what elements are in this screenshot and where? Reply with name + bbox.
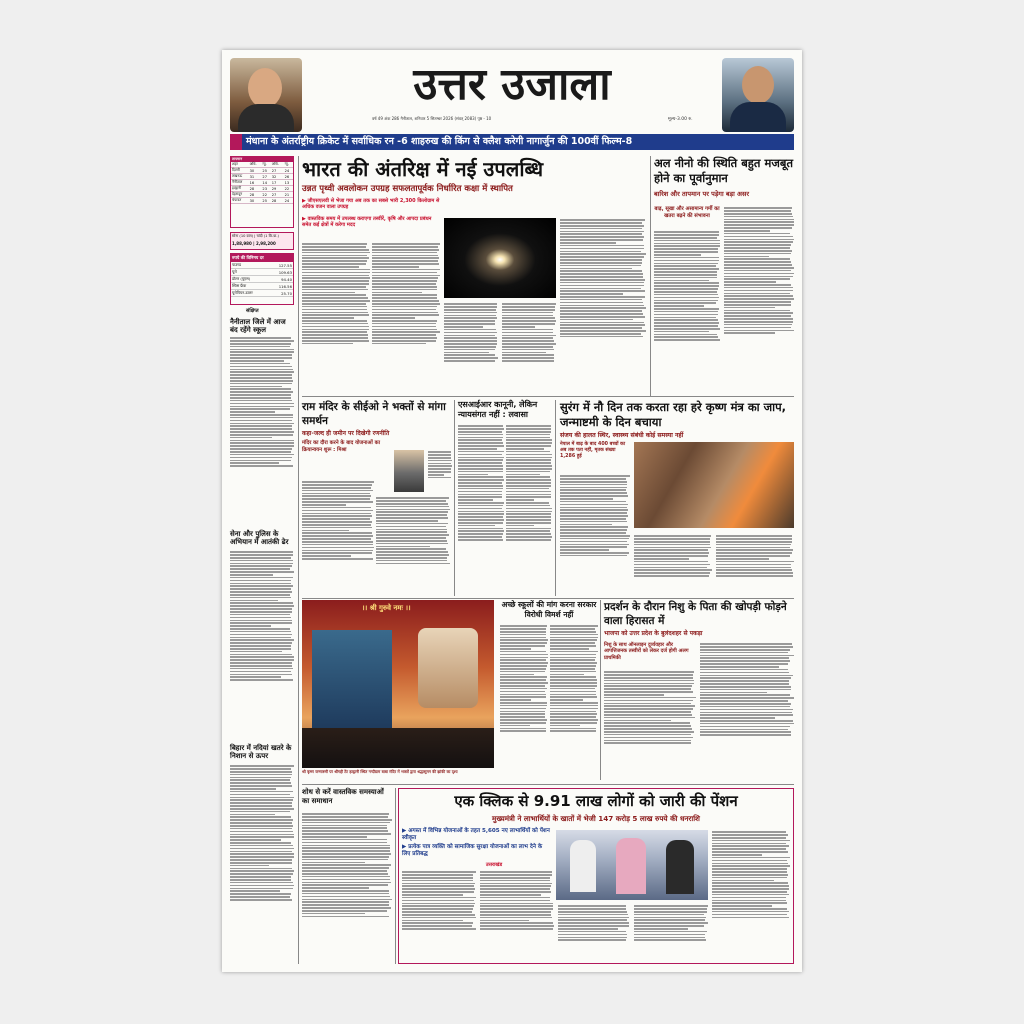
ram-body-col0 (428, 450, 452, 494)
rate-cell: 94.40 (268, 276, 293, 283)
exchange-rate-title: रुपये की विनिमय दर (231, 254, 293, 262)
weather-cell: नैनीताल (231, 180, 249, 186)
weather-cell: 28 (249, 186, 262, 192)
weather-header: अधि. (271, 162, 284, 168)
gold-silver-label: सोना (10 ग्राम) | चांदी (1 कि.ग्रा.) (232, 234, 279, 238)
tunnel-box-headline: नेपाल में बाढ़ के बाद 400 बच्चों का अब तक पता नहीं, मृतक संख्या 1,286 हुई (560, 442, 626, 459)
weather-cell: हल्द्वानी (231, 186, 249, 192)
tunnel-body-col3 (716, 534, 794, 596)
nishu-subheadline: भाजपा को उत्तर प्रदेश के बुलंदशहर से पकड़ा (604, 630, 703, 637)
weather-cell: 17 (271, 180, 284, 186)
weather-cell: 24 (284, 198, 293, 204)
weather-cell: 27 (261, 174, 270, 180)
rate-row (231, 269, 293, 276)
weather-cell: 16 (249, 180, 262, 186)
weather-cell: 28 (249, 192, 262, 198)
tunnel-body-col2 (634, 534, 712, 596)
weather-title: तापमान (231, 157, 293, 162)
elnino-headline: अल नीनो की स्थिति बहुत मजबूत होने का पूर्वानुमान (654, 156, 793, 185)
brief-section-label: संक्षिप्त (246, 308, 259, 314)
masthead-dateline: वर्ष 49 अंक 286 नैनीताल, शनिवार 5 सितम्बर 2026 (संवत् 2083) पृष्ठ - 10 (372, 116, 492, 121)
sia-headline: एसआईआर कानूनी, लेकिन न्यायसंगत नहीं : लवासा (458, 400, 538, 419)
masthead-photo-left (230, 58, 302, 132)
lead-body-col2 (372, 242, 440, 392)
weather-cell: 24 (284, 168, 293, 174)
ram-photo (394, 450, 424, 492)
weather-cell: 32 (271, 174, 284, 180)
pension-subheadline: मुख्यमंत्री ने लाभार्थियों के खातों में भेजी 147 करोड़ 5 लाख रुपये की धनराशि (492, 814, 700, 823)
elnino-body-col2 (724, 206, 794, 392)
lead-subheadline: उन्नत पृथ्वी अवलोकन उपग्रह सफलतापूर्वक निर्धारित कक्षा में स्थापित (302, 184, 513, 194)
tunnel-headline: सुरंग में नौ दिन तक करता रहा हरे कृष्ण मंत्र का जाप, जन्माष्टमी के दिन बचाया (560, 400, 787, 429)
nishu-headline: प्रदर्शन के दौरान निशु के पिता की खोपड़ी फोड़ने वाला हिरासत में (604, 601, 787, 627)
weather-header: अधि. (249, 162, 262, 168)
rate-cell: यूरोपियन-डालर (231, 290, 268, 297)
tunnel-subheadline: संजय की हालत स्थिर, स्वास्थ्य संबंधी कोई समस्या नहीं (560, 432, 684, 439)
ram-headline: राम मंदिर के सीईओ ने भक्तों से मांगा समर्थन (302, 401, 446, 427)
lead-bullet-2: ▶ वास्तविक समय में उपलब्ध कराएगा तस्वीरें, कृषि और आपदा प्रबंधन समेत कई क्षेत्रों में करेगा मदद (302, 216, 432, 229)
schools-body-col2 (550, 624, 598, 780)
nishu-body-col2 (700, 642, 794, 780)
pension-body-col2 (480, 870, 554, 960)
pension-bullet-1: ▶ अगस्त में विभिन्न योजनाओं के तहत 5,605 नए लाभार्थियों को पेंशन स्वीकृत (402, 828, 550, 841)
weather-cell: 31 (249, 174, 262, 180)
weather-cell: 25 (261, 198, 270, 204)
masthead-title: उत्तर उजाला (413, 59, 611, 110)
rate-cell: डॉलर (यूएस) (231, 276, 268, 283)
ram-box-headline: मंदिर का दौरा करने के बाद योजनाओं का क्रियान्वयन शुरू : मिश्रा (302, 440, 380, 453)
gold-silver-box (230, 232, 294, 250)
masthead-photo-right (722, 58, 794, 132)
research-headline: शोध से करें वास्तविक समस्याओं का समाधान (302, 788, 384, 805)
sia-body-col1 (458, 424, 504, 596)
schools-body-col1 (500, 624, 548, 780)
schools-headline: अच्छे स्कूलों की मांग करना सरकार विरोधी विमर्श नहीं (501, 600, 597, 619)
ram-subheadline: कहा-जल्द ही जमीन पर दिखेगी रणनीति (302, 430, 390, 437)
weather-cell: 23 (261, 186, 270, 192)
pension-body-col5 (712, 830, 790, 960)
weather-row (231, 198, 293, 204)
ram-body-col2 (376, 496, 450, 595)
weather-header: न्यू. (284, 162, 293, 168)
elnino-body-col1 (654, 230, 720, 392)
masthead-price: मूल्य-3.00 रु. (668, 117, 693, 122)
research-body (302, 812, 392, 964)
devotional-photo (302, 600, 494, 768)
rate-cell: 109.63 (268, 269, 293, 276)
weather-cell: 22 (284, 186, 293, 192)
elnino-subheadline: बारिश और तापमान पर पड़ेगा बड़ा असर (654, 190, 750, 198)
brief-headline-3: बिहार में नदियां खतरे के निशान से ऊपर (230, 744, 292, 760)
weather-cell: 30 (249, 198, 262, 204)
tunnel-body-col1 (560, 474, 630, 596)
rate-row (231, 290, 293, 297)
brief-headline-1: नैनीताल जिले में आज बंद रहेंगे स्कूल (230, 318, 286, 334)
lead-headline: भारत की अंतरिक्ष में नई उपलब्धि (302, 157, 544, 181)
pension-bullet-2: ▶ प्रत्येक पात्र व्यक्ति को सामाजिक सुरक्षा योजनाओं का लाभ देने के लिए प्रतिबद्ध (402, 844, 543, 857)
rate-cell: पाउण्ड (231, 262, 268, 269)
rocket-photo (444, 218, 556, 298)
nishu-body-col1 (604, 670, 696, 780)
weather-cell: 14 (261, 180, 270, 186)
lead-body-col4 (502, 302, 556, 392)
rate-cell: 127.55 (268, 262, 293, 269)
rate-cell: यूरो (231, 269, 268, 276)
weather-cell: 30 (249, 168, 262, 174)
weather-cell: लखनऊ (231, 174, 249, 180)
weather-cell: दिल्ली (231, 168, 249, 174)
pension-body-col4 (634, 904, 708, 960)
weather-cell: देहरादून (231, 192, 249, 198)
brief-body-2 (230, 550, 294, 740)
rate-cell: स्विस फ्रैंक (231, 283, 268, 290)
lead-body-col3 (444, 302, 498, 392)
rate-cell: 116.56 (268, 283, 293, 290)
nishu-box-headline: निशु के साथ ऑनलाइन दुर्व्यवहार और आपत्तिजनक तस्वीरों को लेकर दर्ज होगी अलग प्राथमिकी (604, 642, 689, 661)
lead-body-col1 (302, 242, 370, 392)
rate-row (231, 283, 293, 290)
devotional-photo-caption: श्री कृष्ण जन्माष्टमी पर श्रीगद्दी टेंट हल्द्वानी स्थित नन्दीग्राम बाबा मंदिर में भक्तों द्वारा श्रद्धासुमन की झांकी का दृश्य (302, 769, 458, 774)
gold-silver-values: 1,88,980 | 2,98,200 (232, 241, 276, 246)
sia-body-col2 (506, 424, 552, 596)
pension-photo (556, 830, 708, 900)
lead-body-col5 (560, 218, 646, 392)
newspaper-page (222, 50, 802, 972)
weather-cell: 25 (261, 168, 270, 174)
lead-bullet-1: ▶ जीएसएलवी से भेजा गया अब तक का सबसे भारी 2,300 किलोग्राम से अधिक वजन वाला उपग्रह (302, 198, 440, 211)
pension-box-label: उत्तराखंड (485, 862, 503, 868)
weather-cell: 27 (271, 192, 284, 198)
weather-cell: 21 (284, 192, 293, 198)
headline-ticker[interactable] (230, 134, 794, 150)
weather-cell: 22 (261, 192, 270, 198)
weather-header: शहर (231, 162, 249, 168)
weather-cell: चंपावत (231, 198, 249, 204)
weather-box (230, 156, 294, 228)
rescue-photo (634, 442, 794, 528)
pension-headline: एक क्लिक से 9.91 लाख लोगों को जारी की पेंशन (454, 792, 738, 810)
weather-cell: 26 (284, 174, 293, 180)
pension-body-col1 (402, 870, 476, 960)
brief-body-1 (230, 336, 294, 526)
pension-body-col3 (558, 904, 630, 960)
exchange-rate-box (230, 253, 294, 305)
ticker-text: मंधाना के अंतर्राष्ट्रीय क्रिकेट में सर्वाधिक रन -6 शाहरुख की किंग से क्लैश करेगी नागार्जुन की 100वीं फिल्म-8 (246, 136, 633, 147)
weather-cell: 13 (284, 180, 293, 186)
devotional-banner: ।। श्री गुरुवे नमः ।। (362, 604, 411, 612)
brief-body-3 (230, 764, 294, 964)
brief-headline-2: सेना और पुलिस के अभियान में आतंकी ढेर (230, 530, 289, 546)
ram-body-col1 (302, 480, 374, 595)
weather-header: न्यू. (261, 162, 270, 168)
elnino-side-headline: बाढ़, सूखा और असामान्य गर्मी का खतरा बढ़ने की संभावना (654, 206, 720, 219)
rate-cell: 25.70 (268, 290, 293, 297)
weather-cell: 28 (271, 198, 284, 204)
weather-cell: 29 (271, 186, 284, 192)
weather-cell: 27 (271, 168, 284, 174)
rate-row (231, 276, 293, 283)
